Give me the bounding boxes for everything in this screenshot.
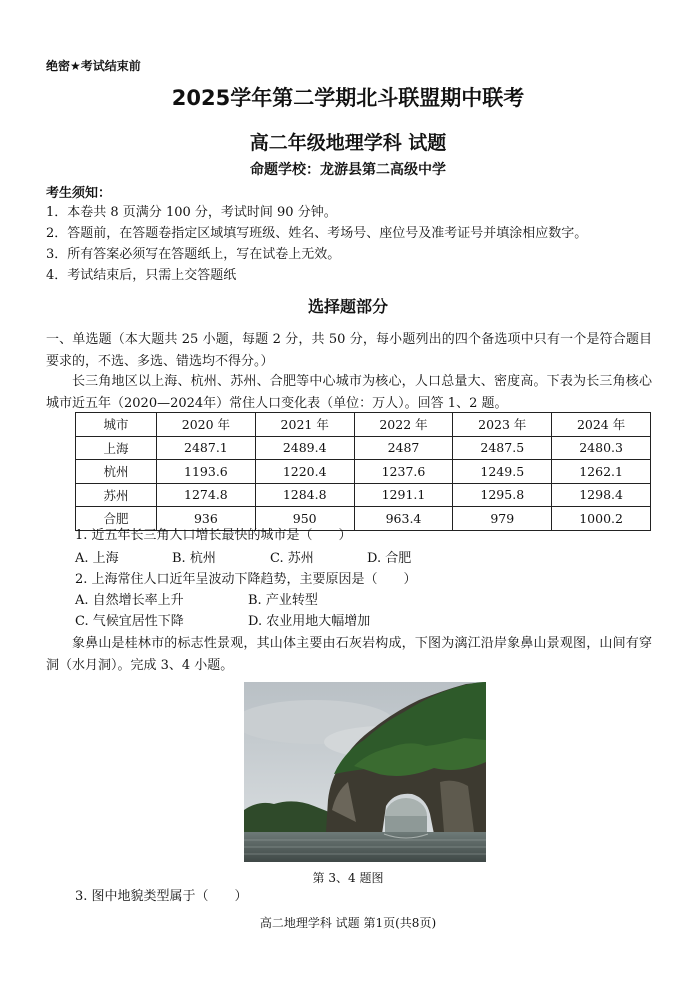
table-header-cell: 2021 年	[255, 413, 354, 437]
exam-school: 命题学校：龙游县第二高级中学	[250, 162, 446, 178]
table-cell: 上海	[76, 436, 157, 460]
table-row	[76, 460, 651, 484]
table-cell: 1193.6	[157, 460, 256, 484]
question-1-stem: 1. 近五年长三角人口增长最快的城市是（ ）	[75, 528, 352, 543]
table-cell: 1274.8	[157, 483, 256, 507]
table-cell: 合肥	[76, 507, 157, 531]
q2-option-b: B. 产业转型	[248, 593, 318, 608]
table-header-cell: 2022 年	[354, 413, 453, 437]
passage-1: 长三角地区以上海、杭州、苏州、合肥等中心城市为核心，人口总量大、密度高。下表为长三角核心城市近五年（2020—2024年）常住人口变化表（单位：万人）。回答 1、2 题。	[46, 374, 652, 411]
question-3-stem: 3. 图中地貌类型属于（ ）	[75, 889, 248, 904]
notes-item: 4．考试结束后，只需上交答题纸	[46, 268, 237, 283]
table-cell: 936	[157, 507, 256, 531]
q2-option-d: D. 农业用地大幅增加	[248, 614, 371, 629]
table-header-cell: 城市	[76, 413, 157, 437]
question-2-stem: 2. 上海常住人口近年呈波动下降趋势，主要原因是（ ）	[75, 572, 417, 587]
population-table	[75, 412, 651, 531]
section-intro: 一、单选题（本大题共 25 小题，每题 2 分，共 50 分，每小题列出的四个备选项中只有一个是符合题目要求的，不选、多选、错选均不得分。）	[46, 332, 652, 369]
table-cell: 1220.4	[255, 460, 354, 484]
table-cell: 1298.4	[552, 483, 651, 507]
notes-list	[46, 202, 587, 286]
q1-option-c: C. 苏州	[270, 551, 314, 566]
table-cell: 1291.1	[354, 483, 453, 507]
table-cell: 1295.8	[453, 483, 552, 507]
table-cell: 1237.6	[354, 460, 453, 484]
table-cell: 1249.5	[453, 460, 552, 484]
table-cell: 1284.8	[255, 483, 354, 507]
table-header-row	[76, 413, 651, 437]
passage-2: 象鼻山是桂林市的标志性景观，其山体主要由石灰岩构成，下图为漓江沿岸象鼻山景观图，山间有穿洞（水月洞）。完成 3、4 小题。	[46, 636, 652, 673]
table-row	[76, 483, 651, 507]
table-cell: 杭州	[76, 460, 157, 484]
table-cell: 2487.1	[157, 436, 256, 460]
notes-item: 1．本卷共 8 页满分 100 分，考试时间 90 分钟。	[46, 205, 337, 220]
exam-title: 2025学年第二学期北斗联盟期中联考	[171, 86, 525, 110]
notes-title: 考生须知：	[46, 186, 112, 201]
q1-option-b: B. 杭州	[172, 551, 216, 566]
table-cell: 950	[255, 507, 354, 531]
table-header-cell: 2020 年	[157, 413, 256, 437]
elephant-trunk-hill-photo	[244, 682, 486, 862]
figure-caption: 第 3、4 题图	[312, 871, 384, 885]
notes-item: 2．答题前，在答题卷指定区域填写班级、姓名、考场号、座位号及准考证号并填涂相应数字。	[46, 226, 588, 241]
table-header-cell: 2023 年	[453, 413, 552, 437]
q2-option-c: C. 气候宜居性下降	[75, 614, 184, 629]
q1-option-a: A. 上海	[75, 551, 119, 566]
table-cell: 1000.2	[552, 507, 651, 531]
table-cell: 979	[453, 507, 552, 531]
table-cell: 2487	[354, 436, 453, 460]
exam-subtitle: 高二年级地理学科 试题	[249, 132, 447, 154]
notes-item: 3．所有答案必须写在答题纸上，写在试卷上无效。	[46, 247, 341, 262]
q1-option-d: D. 合肥	[367, 551, 412, 566]
table-cell: 2487.5	[453, 436, 552, 460]
table-cell: 苏州	[76, 483, 157, 507]
q2-option-a: A. 自然增长率上升	[75, 593, 184, 608]
landscape-image	[244, 682, 486, 862]
table-row	[76, 436, 651, 460]
table-cell: 2480.3	[552, 436, 651, 460]
table-header-cell: 2024 年	[552, 413, 651, 437]
table-cell: 1262.1	[552, 460, 651, 484]
page-footer: 高二地理学科 试题 第1页(共8页)	[259, 916, 437, 930]
section-title: 选择题部分	[307, 297, 388, 316]
table-cell: 963.4	[354, 507, 453, 531]
table-cell: 2489.4	[255, 436, 354, 460]
secret-mark: 绝密★考试结束前	[46, 59, 141, 73]
